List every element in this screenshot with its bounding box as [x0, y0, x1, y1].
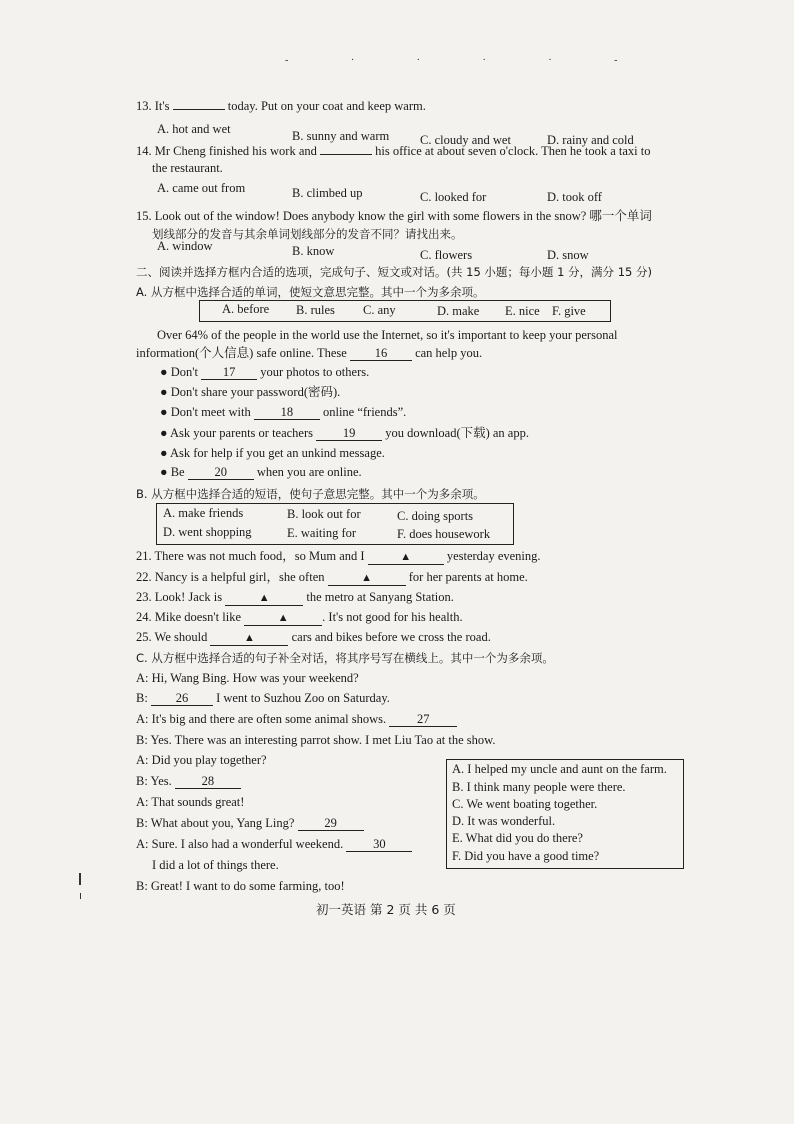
q13-option-a: A. hot and wet [157, 122, 231, 136]
q22-post: for her parents at home. [408, 570, 528, 584]
bullet-3-pre: Don't meet with [170, 405, 251, 419]
part-c-instruction: C. 从方框中选择合适的句子补全对话，将其序号写在横线上。其中一个为多余项。 [136, 651, 554, 665]
blank-28: 28 [175, 774, 241, 789]
question-25 [136, 629, 491, 646]
dialog-line-7: A: That sounds great! [136, 795, 245, 809]
bullet-4-pre: Ask your parents or teachers [170, 426, 314, 440]
blank-27: 27 [389, 712, 457, 727]
header-dots: - · · · · - [285, 55, 648, 66]
bullet-2: ● Don't share your password(密码). [160, 385, 341, 399]
q24-pre: 24. Mike doesn't like [136, 610, 242, 624]
bullet-6-post: when you are online. [256, 465, 362, 479]
blank-29: 29 [298, 816, 364, 831]
q14-option-b: B. climbed up [292, 186, 363, 200]
blank-17: 17 [201, 365, 257, 380]
q14-stem: 14. Mr Cheng finished his work and [136, 144, 317, 158]
dialog-line-4: B: Yes. There was an interesting parrot show. I met Liu Tao at the show. [136, 733, 496, 747]
q13-stem: 13. It's [136, 99, 170, 113]
passage-line-2-b: can help you. [415, 346, 483, 360]
dialog-option-b: B. I think many people were there. [452, 780, 626, 794]
question-15-cn: 划线部分的发音与其余单词划线部分的发音不同？请找出来。 [152, 227, 463, 241]
blank-26: 26 [151, 691, 213, 706]
bullet-4: ● Ask your parents or teachers 19 you download(下载) an app. [160, 426, 529, 440]
bullet-3: ● Don't meet with 18 online “friends”. [160, 405, 407, 419]
dialog-3-text: A: It's big and there are often some animal shows. [136, 712, 387, 726]
question-14 [136, 143, 650, 159]
q14-rest2: the restaurant. [152, 161, 223, 175]
blank-19: 19 [316, 426, 382, 441]
q25-blank: ▲ [210, 631, 288, 646]
page-footer: 初一英语 第 2 页 共 6 页 [316, 902, 456, 917]
blank-20: 20 [188, 465, 254, 480]
word-option-c: C. any [363, 303, 396, 317]
dialog-line-5: A: Did you play together? [136, 753, 267, 767]
phrase-option-b: B. look out for [287, 507, 361, 521]
dialog-option-c: C. We went boating together. [452, 797, 598, 811]
dialog-line-11: B: Great! I want to do some farming, too! [136, 879, 345, 893]
bullet-1-post: your photos to others. [260, 365, 370, 379]
dialog-line-6 [136, 773, 241, 789]
word-option-b: B. rules [296, 303, 335, 317]
word-option-a: A. before [222, 302, 270, 316]
q21-post: yesterday evening. [446, 549, 541, 563]
q23-pre: 23. Look! Jack is [136, 590, 223, 604]
dialog-line-10: I did a lot of things there. [152, 858, 279, 872]
question-22 [136, 569, 528, 586]
dialog-option-e: E. What did you do there? [452, 831, 583, 845]
dialog-line-1: A: Hi, Wang Bing. How was your weekend? [136, 671, 359, 685]
question-15: 15. Look out of the window! Does anybody know the girl with some flowers in the snow? 哪一个单词 [136, 209, 652, 223]
q13-option-c: C. cloudy and wet [420, 133, 511, 147]
bullet-4-post: you download(下载) an app. [385, 426, 529, 440]
q22-blank: ▲ [328, 571, 406, 586]
bullet-1-pre: Don't [170, 365, 198, 379]
q25-post: cars and bikes before we cross the road. [291, 630, 491, 644]
part-b-phrase-box [156, 503, 514, 545]
blank-30: 30 [346, 837, 412, 852]
phrase-option-f: F. does housework [397, 527, 491, 541]
margin-mark-small [80, 893, 81, 899]
dialog-line-8 [136, 815, 364, 831]
part-b-instruction: B. 从方框中选择合适的短语，使句子意思完整。其中一个为多余项。 [136, 487, 485, 501]
q15-option-d: D. snow [547, 248, 589, 262]
phrase-option-d: D. went shopping [163, 525, 252, 539]
bullet-6-pre: Be [170, 465, 185, 479]
phrase-option-a: A. make friends [163, 506, 244, 520]
q14-option-a: A. came out from [157, 181, 246, 195]
part-a-word-box [199, 300, 611, 322]
phrase-option-c: C. doing sports [397, 509, 474, 523]
passage-line-2 [136, 345, 482, 361]
margin-mark [79, 873, 81, 885]
phrase-option-e: E. waiting for [287, 526, 357, 540]
blank-18: 18 [254, 405, 320, 420]
dialog-option-f: F. Did you have a good time? [452, 849, 600, 863]
q24-post: . It's not good for his health. [322, 610, 463, 624]
part-c-option-box [446, 759, 684, 869]
bullet-1: ● Don't 17 your photos to others. [160, 365, 370, 379]
dialog-2-speaker: B: [136, 691, 148, 705]
q23-blank: ▲ [225, 591, 303, 606]
q23-post: the metro at Sanyang Station. [306, 590, 454, 604]
q24-blank: ▲ [244, 611, 322, 626]
dialog-line-3 [136, 711, 457, 727]
q13-rest: today. Put on your coat and keep warm. [227, 99, 426, 113]
q13-option-b: B. sunny and warm [292, 129, 390, 143]
dialog-6-text: B: Yes. [136, 774, 172, 788]
passage-line-2-a: information(个人信息) safe online. These [136, 346, 347, 360]
q22-pre: 22. Nancy is a helpful girl，she often [136, 570, 325, 584]
question-23 [136, 589, 454, 606]
q15-option-a: A. window [157, 239, 213, 253]
q15-option-c: C. flowers [420, 248, 473, 262]
word-option-d: D. make [437, 304, 480, 318]
dialog-2-post: I went to Suzhou Zoo on Saturday. [216, 691, 390, 705]
q13-option-d: D. rainy and cold [547, 133, 634, 147]
dialog-line-2 [136, 690, 390, 706]
word-option-e: E. nice [505, 304, 540, 318]
question-13 [136, 98, 426, 114]
dialog-line-9 [136, 836, 412, 852]
q14-option-c: C. looked for [420, 190, 487, 204]
question-21 [136, 548, 541, 565]
q14-rest: his office at about seven o'clock. Then he took a taxi to [375, 144, 651, 158]
q15-option-b: B. know [292, 244, 335, 258]
q13-blank [173, 109, 225, 110]
q25-pre: 25. We should [136, 630, 208, 644]
section-2-title: 二、阅读并选择方框内合适的选项，完成句子、短文或对话。(共 15 小题；每小题 1 分，满分 15 分) [136, 265, 652, 279]
part-a-instruction: A. 从方框中选择合适的单词，使短文意思完整。其中一个为多余项。 [136, 285, 485, 299]
q21-blank: ▲ [368, 550, 444, 565]
bullet-6: ● Be 20 when you are online. [160, 465, 362, 479]
dialog-9-text: A: Sure. I also had a wonderful weekend. [136, 837, 344, 851]
q21-pre: 21. There was not much food，so Mum and I [136, 549, 365, 563]
dialog-8-text: B: What about you, Yang Ling? [136, 816, 295, 830]
q14-blank [320, 154, 372, 155]
bullet-3-post: online “friends”. [322, 405, 407, 419]
passage-line-1: Over 64% of the people in the world use the Internet, so it's important to keep your personal [157, 328, 618, 342]
q14-option-d: D. took off [547, 190, 602, 204]
dialog-option-d: D. It was wonderful. [452, 814, 556, 828]
question-24 [136, 609, 463, 626]
bullet-5-text: Ask for help if you get an unkind message. [170, 446, 385, 460]
bullet-2-text: Don't share your password(密码). [170, 385, 341, 399]
bullet-5: ● Ask for help if you get an unkind message. [160, 446, 385, 460]
dialog-option-a: A. I helped my uncle and aunt on the farm. [452, 762, 667, 776]
blank-16: 16 [350, 346, 412, 361]
word-option-f: F. give [552, 304, 586, 318]
